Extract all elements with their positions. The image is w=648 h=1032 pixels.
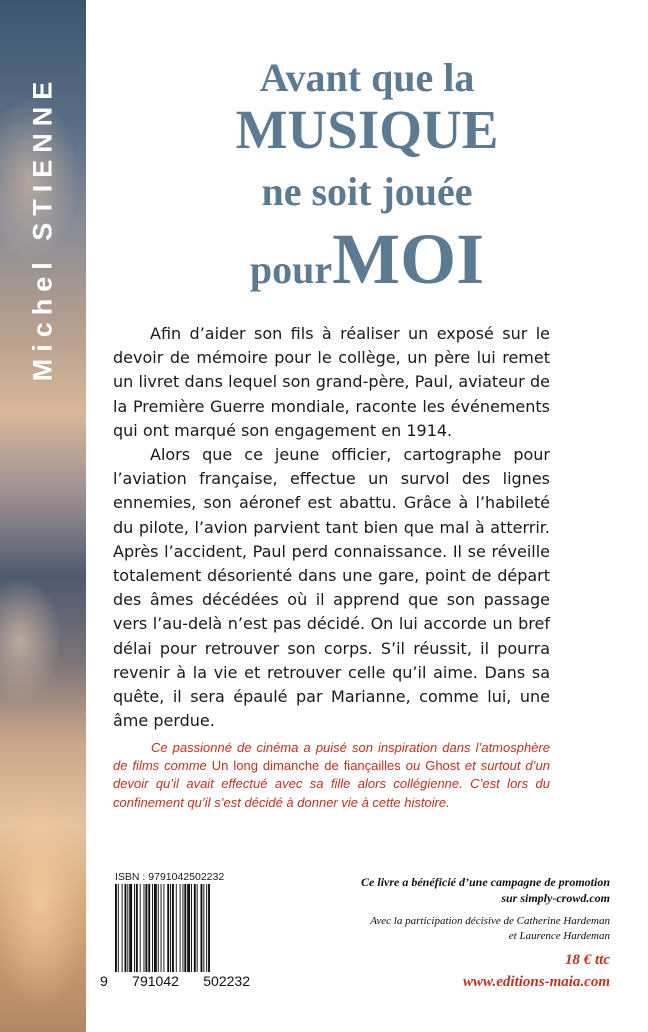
price: 18 € ttc xyxy=(565,952,610,968)
author-name: Michel STIENNE xyxy=(27,74,58,382)
barcode-bar xyxy=(206,884,207,972)
barcode xyxy=(113,884,243,974)
promo-line-1: Ce livre a bénéficié d’une campagne de promotion xyxy=(361,875,610,889)
note-text-after: et surtout d’un devoir qu’il avait effectué avec sa fille alors collégienne. C’est lors du confinement qu’il s’est décidé à donner vie à cette histoire. xyxy=(113,758,550,810)
barcode-bar xyxy=(145,884,147,972)
title-line-4 xyxy=(86,218,648,301)
barcode-bar xyxy=(201,884,203,972)
barcode-bar xyxy=(144,884,145,972)
barcode-bar xyxy=(118,884,119,972)
credits-note xyxy=(330,914,610,944)
note-text-mid: ou xyxy=(400,758,426,774)
barcode-bar xyxy=(187,884,190,972)
barcode-bar xyxy=(176,884,177,972)
title-line-3: ne soit jouée xyxy=(261,169,473,214)
credits-line-2: et Laurence Hardeman xyxy=(508,930,610,942)
barcode-bar xyxy=(197,884,198,972)
barcode-bar xyxy=(163,884,164,972)
barcode-digit-group-2: 502232 xyxy=(203,973,250,989)
title-word-pour: pour xyxy=(249,247,333,292)
barcode-bar xyxy=(180,884,181,972)
barcode-bar xyxy=(182,884,183,972)
credits-line-1: Avec la participation décisive de Catherine Hardeman xyxy=(370,915,610,927)
title-line-1: Avant que la xyxy=(259,55,475,100)
spine-photo xyxy=(0,0,86,1032)
title-word-moi: MOI xyxy=(332,219,485,299)
synopsis xyxy=(113,322,550,733)
isbn-label: ISBN : 9791042502232 xyxy=(115,871,225,883)
film-title-1: Un long dimanche de fiançailles xyxy=(211,758,401,774)
barcode-bar xyxy=(129,884,132,972)
barcode-digit-first: 9 xyxy=(100,973,108,989)
barcode-bars xyxy=(113,884,243,974)
barcode-bar xyxy=(140,884,141,972)
barcode-bar xyxy=(152,884,153,972)
barcode-bar xyxy=(136,884,138,972)
note-text-before: Ce passionné de cinéma a puisé son inspiration dans l’atmosphère de films comme xyxy=(113,740,550,774)
barcode-bar xyxy=(158,884,159,972)
barcode-bar xyxy=(167,884,169,972)
barcode-bar xyxy=(122,884,123,972)
barcode-digit-group-1: 791042 xyxy=(132,973,179,989)
barcode-bar xyxy=(154,884,157,972)
film-title-2: Ghost xyxy=(425,758,460,774)
barcode-bar xyxy=(203,884,204,972)
barcode-bar xyxy=(125,884,127,972)
barcode-bar xyxy=(194,884,196,972)
barcode-bar xyxy=(191,884,192,972)
synopsis-paragraph-1: Afin d’aider son fils à réaliser un exposé sur le devoir de mémoire pour le collège, un père lui remet un livret dans lequel son grand-père, Paul, aviateur de la Première Guerre mondiale, raconte les événements qui ont marqué son engagement en 1914. xyxy=(113,324,550,440)
promo-line-2: sur simply-crowd.com xyxy=(501,891,610,905)
barcode-bar xyxy=(127,884,128,972)
barcode-bar xyxy=(184,884,186,972)
barcode-bar xyxy=(208,884,210,972)
barcode-bar xyxy=(134,884,135,972)
publisher-website: www.editions-maia.com xyxy=(463,974,610,990)
promo-note xyxy=(340,874,610,906)
author-note xyxy=(113,739,550,812)
barcode-bar xyxy=(172,884,174,972)
barcode-bar xyxy=(161,884,162,972)
barcode-bar xyxy=(148,884,150,972)
barcode-digits xyxy=(100,973,250,989)
synopsis-paragraph-2: Alors que ce jeune officier, cartographe pour l’aviation française, effectue un survol des lignes ennemies, son aéronef est abattu. Grâce à l’habileté du pilote, l’avion parvient tant bien que mal à atterrir. Après l’accident, Paul perd connaissance. Il se réveille totalement désorienté dans une gare, point de départ des âmes décédées où il apprend que son passage vers l’au-delà n’est pas décidé. On lui accorde un bref délai pour retrouver son corps. S’il réussit, il pourra revenir à la vie et retrouver celle qu’il aime. Dans sa quête, il sera épaulé par Marianne, comme lui, une âme perdue. xyxy=(113,445,550,731)
barcode-bar xyxy=(115,884,117,972)
barcode-bar xyxy=(170,884,171,972)
title-line-2: MUSIQUE xyxy=(235,99,499,160)
